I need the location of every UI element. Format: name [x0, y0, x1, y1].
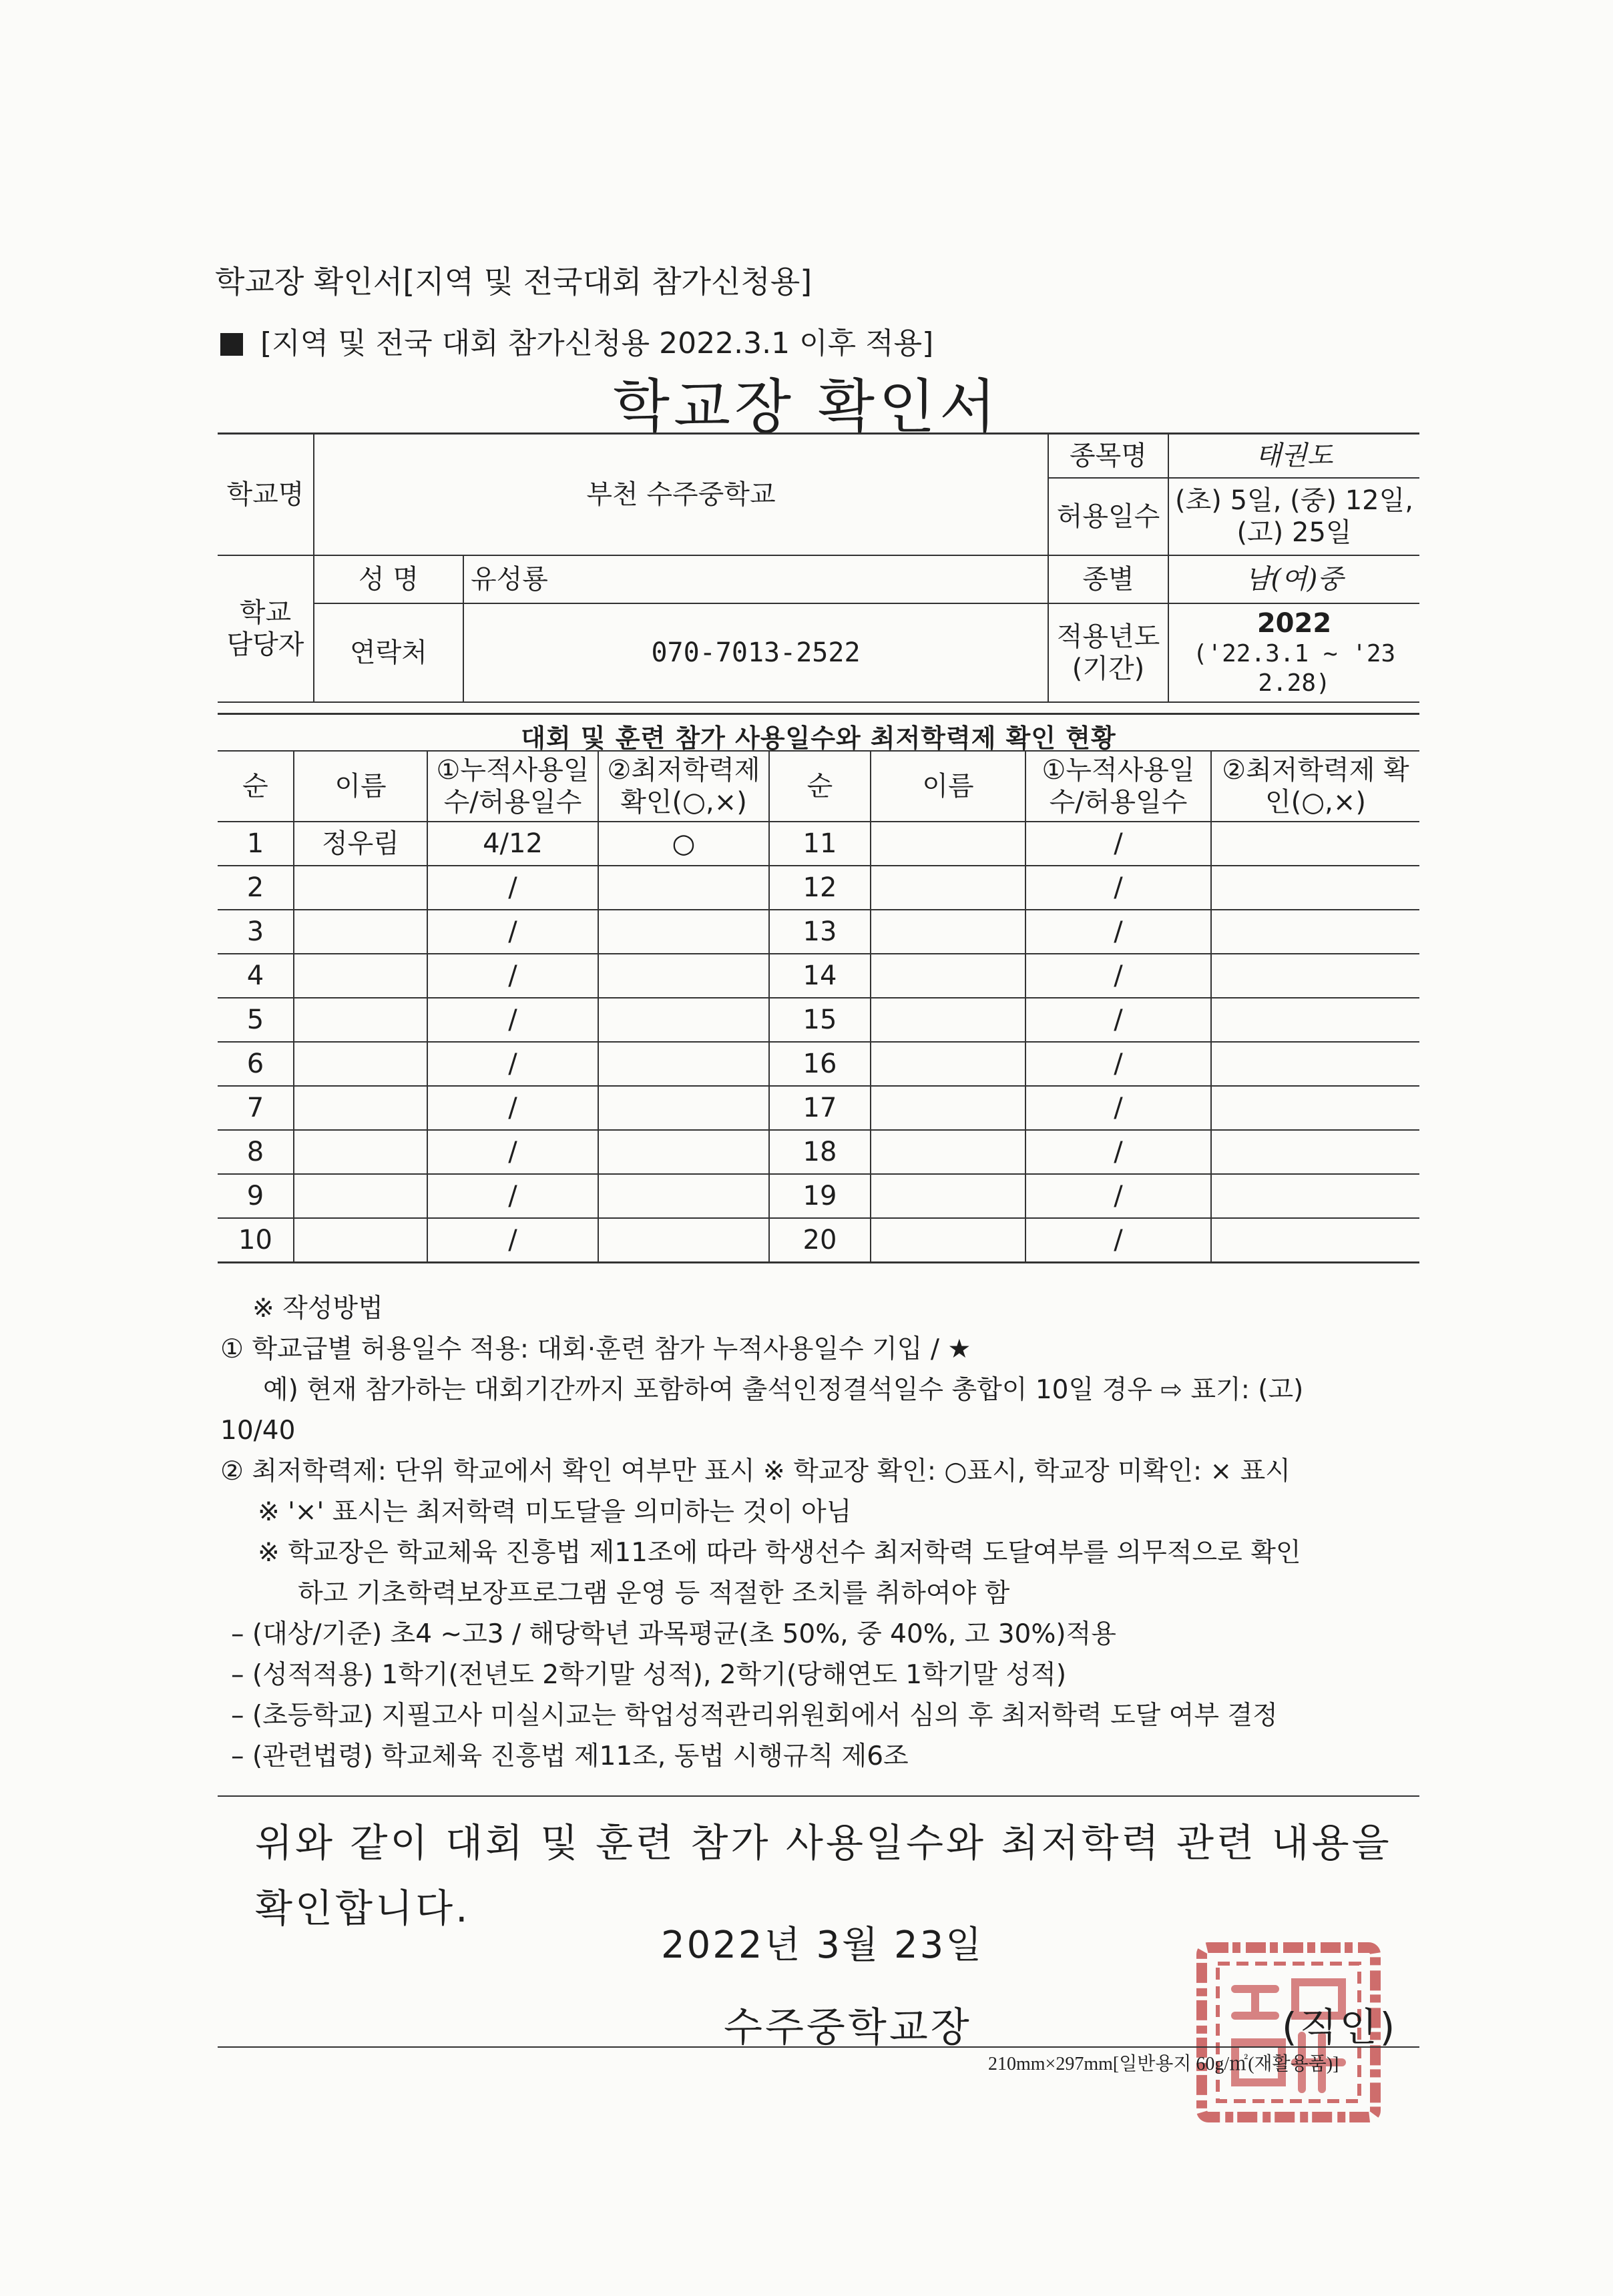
- note-item-2: ② 최저학력제: 단위 학교에서 확인 여부만 표시 ※ 학교장 확인: ○표시, 학교장 미확인: × 표시: [220, 1456, 1291, 1486]
- row-number-right: 11: [769, 822, 871, 866]
- row-check-left: [598, 954, 769, 998]
- table-row: [218, 1042, 1419, 1086]
- confirmation-line-2: 확인합니다.: [255, 1886, 471, 1931]
- year-label: 적용년도 (기간): [1048, 603, 1168, 702]
- header-name-left: 이름: [294, 751, 427, 822]
- row-number-left: 9: [218, 1174, 294, 1218]
- row-number-left: 7: [218, 1086, 294, 1130]
- contact-value: 070-7013-2522: [463, 603, 1048, 702]
- note-dash-1: – (대상/기준) 초4 ~고3 / 해당학년 과목평균(초 50%, 중 40%, 고 30%)적용: [231, 1619, 1116, 1649]
- contact-label: 연락처: [314, 603, 463, 702]
- row-name-left: [294, 910, 427, 954]
- header-check-right: ②최저학력제 확인(○,×): [1211, 751, 1419, 822]
- row-number-left: 3: [218, 910, 294, 954]
- row-days-left: /: [427, 954, 598, 998]
- row-name-left: [294, 1086, 427, 1130]
- row-days-right: /: [1025, 1042, 1211, 1086]
- period-value: ('22.3.1 ~ '23 2.28): [1192, 640, 1396, 697]
- row-days-right: /: [1025, 1130, 1211, 1174]
- row-number-left: 4: [218, 954, 294, 998]
- school-info-table: [218, 433, 1419, 703]
- row-check-right: [1211, 1174, 1419, 1218]
- row-check-right: [1211, 866, 1419, 910]
- row-number-right: 13: [769, 910, 871, 954]
- header-days-right: ①누적사용일수/허용일수: [1025, 751, 1211, 822]
- page-title: 학교장 확인서: [612, 372, 1001, 441]
- note-dash-2: – (성적적용) 1학기(전년도 2학기말 성적), 2학기(당해연도 1학기말 성적): [231, 1660, 1067, 1690]
- header-check-left: ②최저학력제 확인(○,×): [598, 751, 769, 822]
- header-name-right: 이름: [871, 751, 1025, 822]
- note-item-1-example: 예) 현재 참가하는 대회기간까지 포함하여 출석인정결석일수 총합이 10일 경우 ⇨ 표기: (고): [263, 1375, 1304, 1405]
- row-days-right: /: [1025, 1086, 1211, 1130]
- row-days-left: /: [427, 1218, 598, 1263]
- notice-text: [지역 및 전국 대회 참가신청용 2022.3.1 이후 적용]: [260, 326, 934, 360]
- row-name-right: [871, 998, 1025, 1042]
- row-check-left: [598, 1042, 769, 1086]
- row-check-right: [1211, 1042, 1419, 1086]
- row-name-right: [871, 1174, 1025, 1218]
- row-days-left: 4/12: [427, 822, 598, 866]
- row-check-right: [1211, 1218, 1419, 1263]
- year-cell: [1168, 603, 1419, 702]
- row-number-right: 19: [769, 1174, 871, 1218]
- row-check-right: [1211, 954, 1419, 998]
- row-days-left: /: [427, 1042, 598, 1086]
- row-name-left: [294, 998, 427, 1042]
- row-days-left: /: [427, 910, 598, 954]
- row-name-left: [294, 1042, 427, 1086]
- row-days-left: /: [427, 1086, 598, 1130]
- row-check-right: [1211, 822, 1419, 866]
- note-item-2-sub2-cont: 하고 기초학력보장프로그램 운영 등 적절한 조치를 취하여야 함: [298, 1579, 1010, 1609]
- note-item-2-sub1: ※ '×' 표시는 최저학력 미도달을 의미하는 것이 아님: [258, 1497, 852, 1527]
- row-name-right: [871, 1086, 1025, 1130]
- principal-title: 수주중학교장: [724, 2004, 972, 2051]
- application-notice: [220, 319, 933, 362]
- allowed-days-label: 허용일수: [1048, 478, 1168, 555]
- row-days-left: /: [427, 998, 598, 1042]
- row-days-right: /: [1025, 954, 1211, 998]
- row-name-right: [871, 1130, 1025, 1174]
- table-row: [218, 822, 1419, 866]
- row-days-left: /: [427, 1130, 598, 1174]
- row-check-left: [598, 998, 769, 1042]
- row-number-left: 6: [218, 1042, 294, 1086]
- row-name-left: [294, 1130, 427, 1174]
- school-name-label: 학교명: [218, 434, 314, 555]
- note-dash-4: – (관련법령) 학교체육 진흥법 제11조, 동법 시행규칙 제6조: [231, 1741, 909, 1771]
- row-number-right: 18: [769, 1130, 871, 1174]
- row-days-right: /: [1025, 866, 1211, 910]
- gender-label: 종별: [1048, 555, 1168, 603]
- row-number-left: 5: [218, 998, 294, 1042]
- row-name-left: [294, 866, 427, 910]
- paper-spec: 210mm×297mm[일반용지 60g/㎡(재활용품)]: [988, 2054, 1339, 2074]
- event-value: 태권도: [1168, 434, 1419, 478]
- row-name-left: [294, 1218, 427, 1263]
- row-check-left: [598, 1086, 769, 1130]
- row-check-right: [1211, 910, 1419, 954]
- event-label: 종목명: [1048, 434, 1168, 478]
- row-name-left: 정우림: [294, 822, 427, 866]
- row-name-left: [294, 954, 427, 998]
- table-row: [218, 998, 1419, 1042]
- table-row: [218, 1174, 1419, 1218]
- row-number-left: 10: [218, 1218, 294, 1263]
- allowed-days-value: (초) 5일, (중) 12일, (고) 25일: [1168, 478, 1419, 555]
- table-row: [218, 1130, 1419, 1174]
- row-days-right: /: [1025, 998, 1211, 1042]
- header-days-left: ①누적사용일수/허용일수: [427, 751, 598, 822]
- row-days-right: /: [1025, 1218, 1211, 1263]
- table-row: [218, 954, 1419, 998]
- year-value: 2022: [1256, 608, 1332, 639]
- notes-heading: ※ 작성방법: [252, 1294, 383, 1324]
- name-label: 성 명: [314, 555, 463, 603]
- row-check-left: ○: [598, 822, 769, 866]
- gender-value: 남(여)중: [1168, 555, 1419, 603]
- row-days-right: /: [1025, 910, 1211, 954]
- row-name-right: [871, 1042, 1025, 1086]
- row-check-left: [598, 1130, 769, 1174]
- seal-label: (직인): [1282, 2004, 1398, 2050]
- row-days-right: /: [1025, 822, 1211, 866]
- form-subtitle: 학교장 확인서[지역 및 전국대회 참가신청용]: [215, 264, 813, 300]
- row-number-right: 20: [769, 1218, 871, 1263]
- row-number-left: 2: [218, 866, 294, 910]
- row-name-right: [871, 954, 1025, 998]
- header-no-left: 순: [218, 751, 294, 822]
- table-row: [218, 866, 1419, 910]
- issue-date: 2022년 3월 23일: [661, 1924, 984, 1967]
- row-number-right: 15: [769, 998, 871, 1042]
- row-check-left: [598, 1174, 769, 1218]
- school-name-value: 부천 수주중학교: [314, 434, 1048, 555]
- status-section-title: 대회 및 훈련 참가 사용일수와 최저학력제 확인 현황: [218, 713, 1419, 754]
- table-row: [218, 1218, 1419, 1263]
- status-table: [218, 750, 1419, 1263]
- row-name-right: [871, 910, 1025, 954]
- row-check-left: [598, 910, 769, 954]
- row-check-right: [1211, 1130, 1419, 1174]
- row-check-right: [1211, 1086, 1419, 1130]
- row-name-right: [871, 1218, 1025, 1263]
- row-number-left: 1: [218, 822, 294, 866]
- footer-divider: [218, 2046, 1419, 2048]
- name-value: 유성룡: [463, 555, 1048, 603]
- row-days-left: /: [427, 1174, 598, 1218]
- row-name-right: [871, 866, 1025, 910]
- note-item-1-example-cont: 10/40: [220, 1416, 296, 1446]
- confirmation-line-1: 위와 같이 대회 및 훈련 참가 사용일수와 최저학력 관련 내용을: [255, 1820, 1392, 1866]
- row-number-right: 14: [769, 954, 871, 998]
- note-item-2-sub2: ※ 학교장은 학교체육 진흥법 제11조에 따라 학생선수 최저학력 도달여부를 의무적으로 확인: [258, 1538, 1301, 1568]
- table-row: [218, 1086, 1419, 1130]
- row-check-left: [598, 1218, 769, 1263]
- row-check-left: [598, 866, 769, 910]
- row-number-right: 16: [769, 1042, 871, 1086]
- header-no-right: 순: [769, 751, 871, 822]
- row-number-left: 8: [218, 1130, 294, 1174]
- row-days-left: /: [427, 866, 598, 910]
- row-name-left: [294, 1174, 427, 1218]
- note-item-1: ① 학교급별 허용일수 적용: 대회·훈련 참가 누적사용일수 기입 / ★: [220, 1334, 971, 1364]
- square-bullet-icon: [220, 333, 243, 356]
- status-header-row: [218, 751, 1419, 822]
- row-number-right: 17: [769, 1086, 871, 1130]
- manager-label: 학교 담당자: [218, 555, 314, 702]
- row-name-right: [871, 822, 1025, 866]
- row-number-right: 12: [769, 866, 871, 910]
- note-dash-3: – (초등학교) 지필고사 미실시교는 학업성적관리위원회에서 심의 후 최저학력 도달 여부 결정: [231, 1701, 1278, 1731]
- writing-instructions: [220, 1288, 1422, 1777]
- table-row: [218, 910, 1419, 954]
- row-check-right: [1211, 998, 1419, 1042]
- row-days-right: /: [1025, 1174, 1211, 1218]
